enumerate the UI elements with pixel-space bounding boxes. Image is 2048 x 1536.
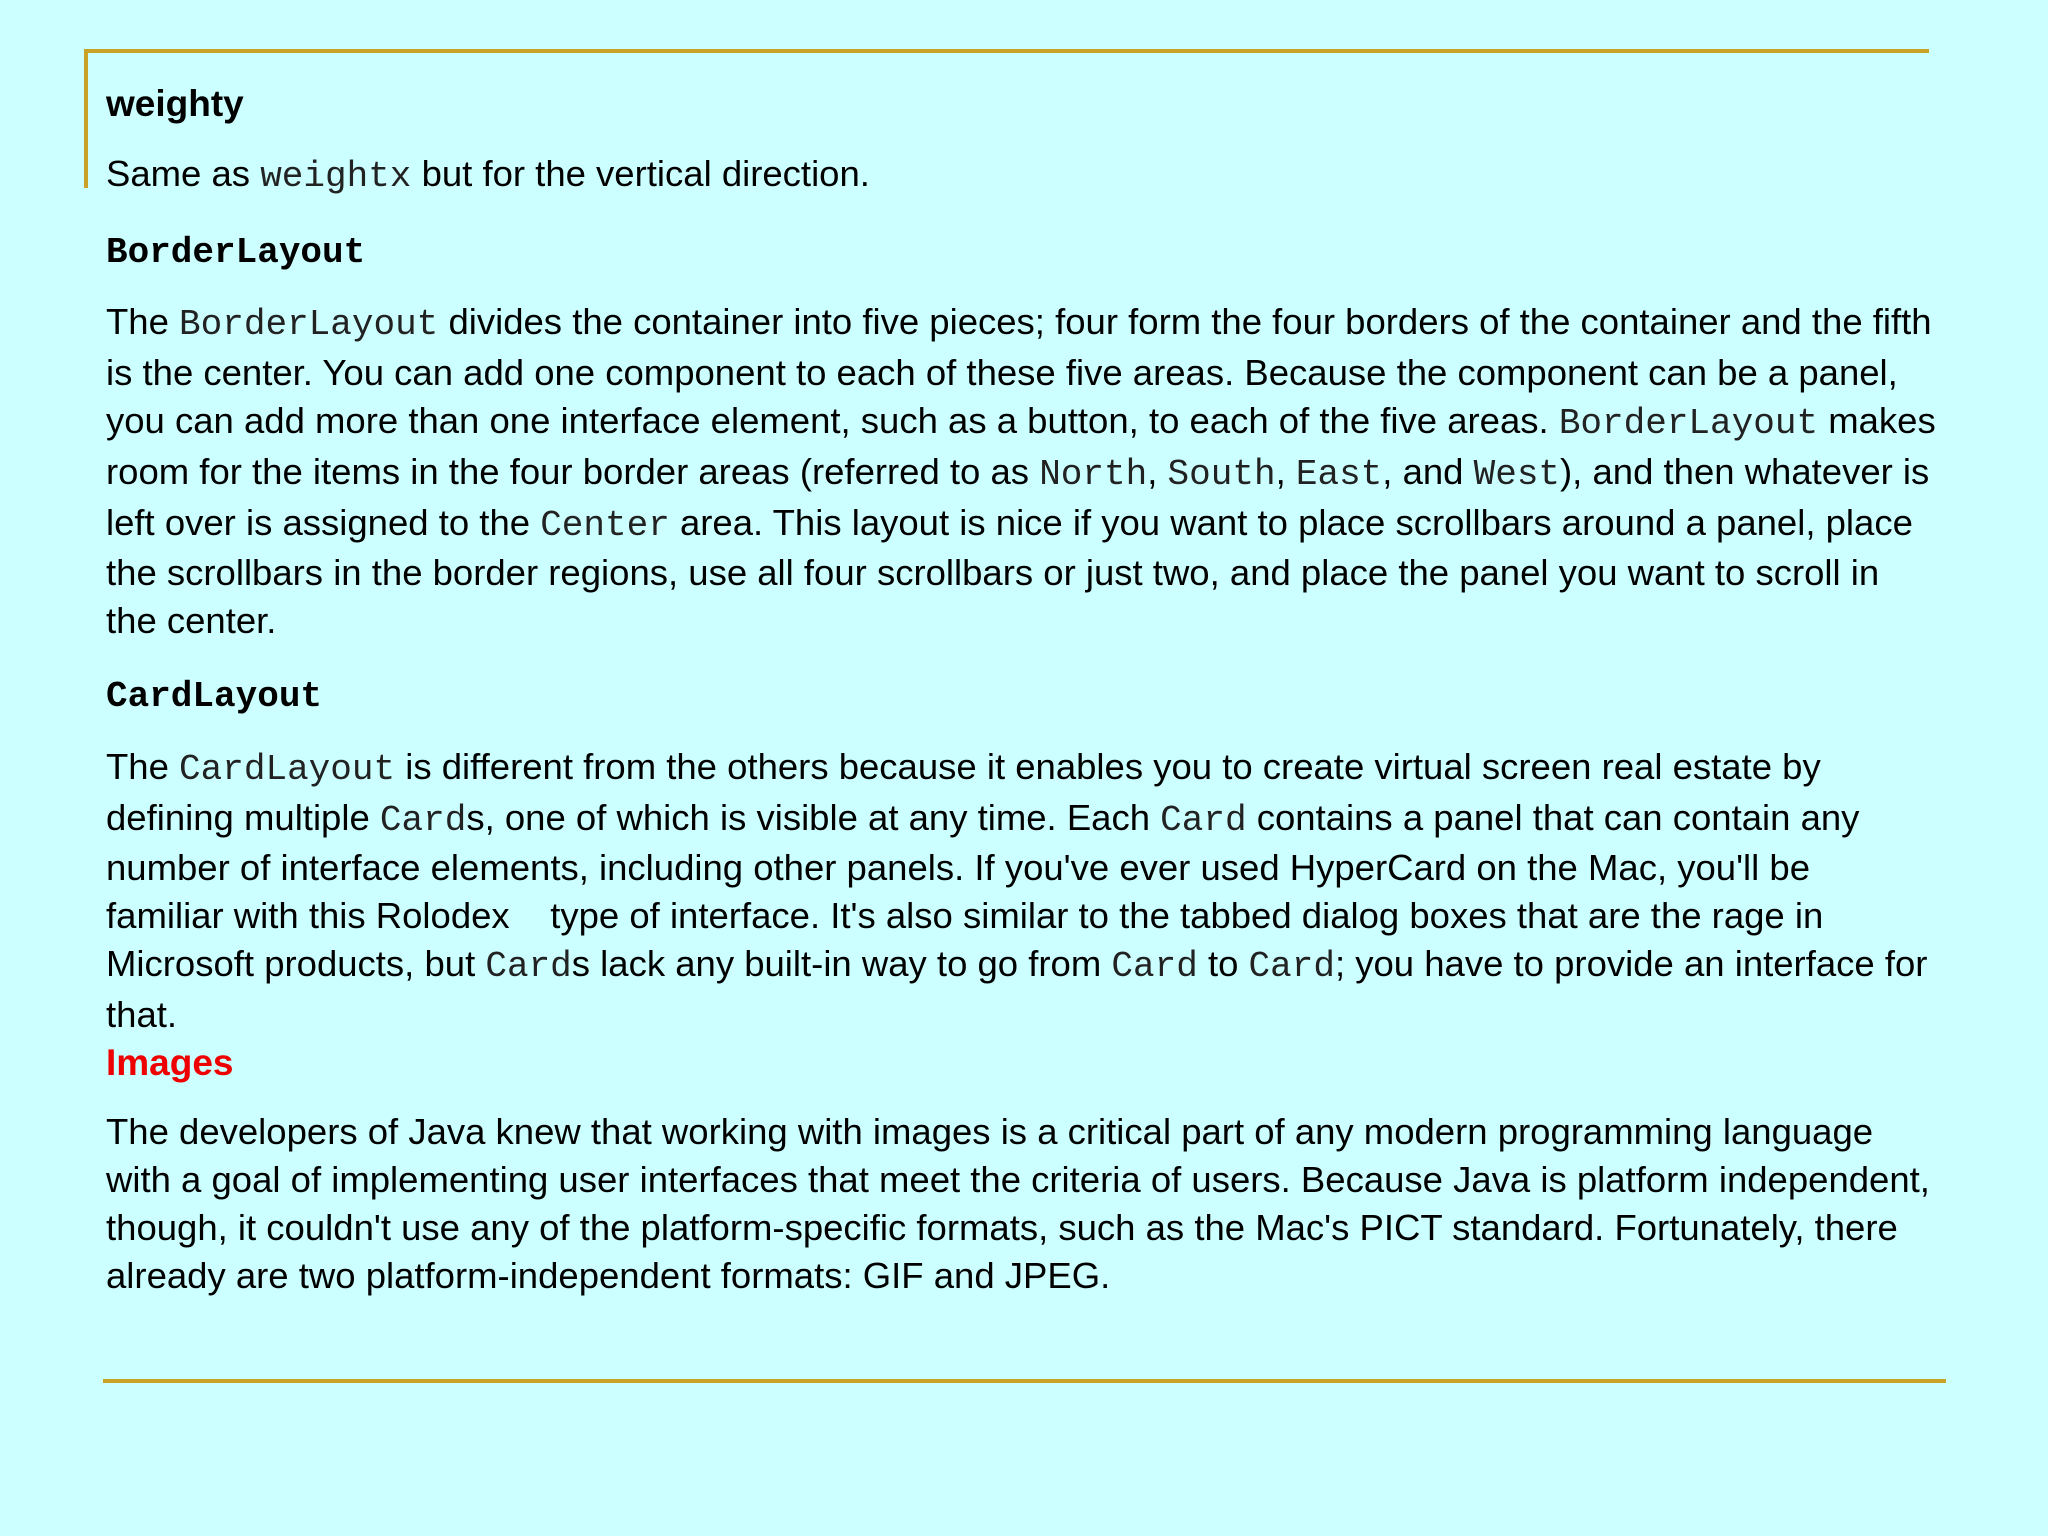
- text-run: The: [106, 301, 180, 343]
- text-run: makes room for the items in the four border areas (referred to as: [106, 399, 1936, 492]
- code-borderlayout: BorderLayout: [179, 304, 439, 346]
- code-cardlayout: CardLayout: [179, 748, 396, 790]
- code-card: Card: [1248, 945, 1335, 987]
- text-run: , and: [1382, 450, 1474, 492]
- images-paragraph: The developers of Java knew that working with images is a critical part of any modern programming language with a goal of implementing user interfaces that meet the criteria of users. Because Java is platform independent, though, it couldn't use any of the platform-specific formats, such as the Mac's PICT standard. Fortunately, there already are two platform-independent formats: GIF and JPEG.: [106, 1111, 1930, 1296]
- text-run: Same as: [106, 152, 261, 194]
- slide-content: [106, 80, 1936, 1300]
- text-run: area. This layout is nice if you want to place scrollbars around a panel, place the scrollbars in the border regions, use all four scrollbars or just two, and place the panel you want to scroll in the center.: [106, 501, 1913, 642]
- text-run: to: [1197, 942, 1249, 984]
- text-run: The: [106, 745, 180, 787]
- images-heading: Images: [106, 1041, 234, 1083]
- code-center: Center: [540, 504, 670, 546]
- code-card: Card: [1111, 945, 1198, 987]
- code-west: West: [1473, 453, 1561, 495]
- text-run: ; you have to provide an interface for that.: [106, 942, 1928, 1035]
- code-card: Card: [485, 945, 572, 987]
- left-rule: [84, 49, 88, 188]
- borderlayout-heading: BorderLayout: [106, 231, 366, 273]
- code-card: Card: [1160, 799, 1247, 841]
- cardlayout-paragraph: [106, 743, 1936, 1039]
- text-run: ), and then whatever is left over is assigned to the: [106, 450, 1930, 543]
- bottom-rule: [103, 1379, 1946, 1383]
- text-run: ,: [1147, 450, 1168, 492]
- text-run: ,: [1275, 450, 1296, 492]
- code-east: East: [1295, 453, 1383, 495]
- code-borderlayout: BorderLayout: [1558, 402, 1819, 444]
- code-north: North: [1039, 453, 1148, 495]
- top-rule: [84, 49, 1929, 53]
- cardlayout-heading: CardLayout: [106, 675, 323, 717]
- text-run: but for the vertical direction.: [411, 152, 870, 194]
- weighty-heading: weighty: [106, 83, 244, 124]
- code-weightx: weightx: [260, 155, 412, 197]
- weighty-paragraph: [106, 150, 1936, 201]
- borderlayout-paragraph: [106, 298, 1936, 645]
- text-run: s lack any built-in way to go from: [571, 942, 1112, 984]
- code-south: South: [1167, 453, 1276, 495]
- text-run: is different from the others because it enables you to create virtual screen real estate by defining multiple: [106, 745, 1821, 838]
- code-card: Card: [379, 799, 467, 841]
- text-run: contains a panel that can contain any number of interface elements, including other panels. If you've ever used HyperCard on the Mac, you'll be familiar with this Rolodex type of interface. It's also similar to the tabbed dialog boxes that are the rage in Microsoft products, but: [106, 796, 1870, 984]
- text-run: s, one of which is visible at any time. Each: [466, 796, 1161, 838]
- text-run: divides the container into five pieces; four form the four borders of the container and the fifth is the center. You can add one component to each of these five areas. Because the component can be a panel, you can add more than one interface element, such as a button, to each of the five areas.: [106, 301, 1932, 441]
